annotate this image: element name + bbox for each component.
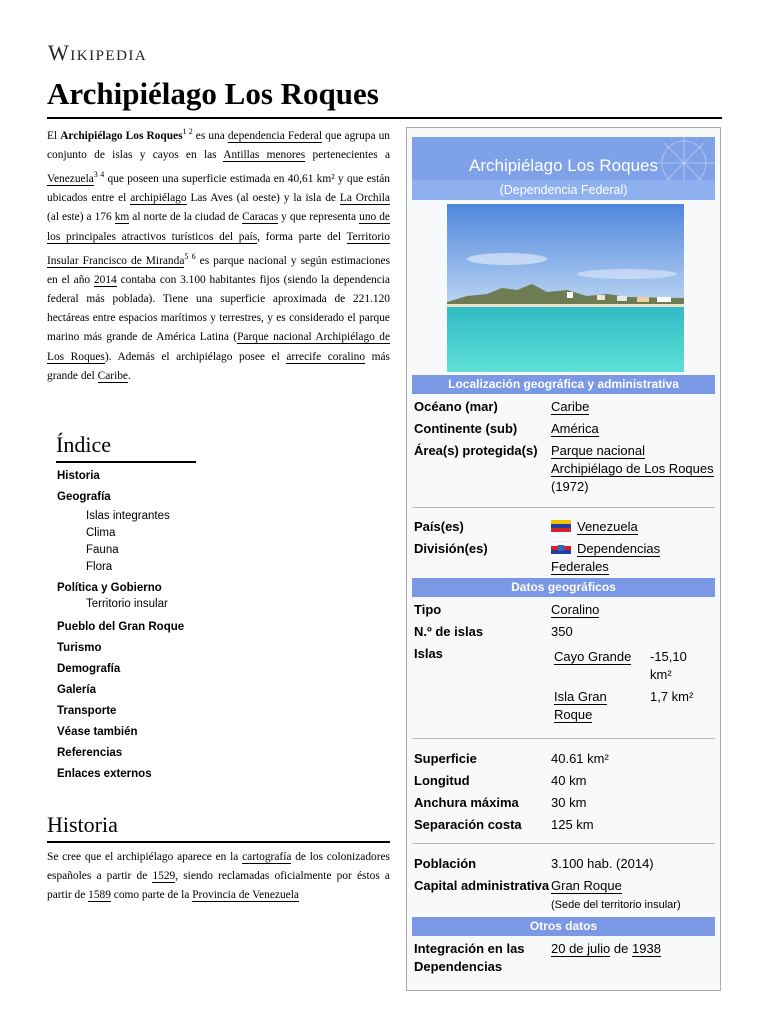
link-km[interactable]: km bbox=[114, 211, 130, 224]
link-cartografia[interactable]: cartografía bbox=[242, 851, 292, 863]
link-dependencias-federales[interactable]: Dependencias Federales bbox=[551, 541, 661, 574]
link-caribe-infobox[interactable]: Caribe bbox=[551, 399, 590, 414]
intro-paragraph bbox=[47, 122, 390, 386]
intro-text: El bbox=[47, 129, 58, 142]
row-label: Capital administrativa bbox=[414, 878, 550, 893]
intro-text: , forma parte del bbox=[257, 230, 341, 243]
infobox-divider bbox=[412, 843, 715, 844]
section-divider bbox=[47, 841, 390, 843]
toc-item-galeria[interactable]: Galería bbox=[57, 684, 96, 696]
infobox-title: Archipiélago Los Roques bbox=[468, 156, 658, 175]
historia-text: de los colonizadores españoles a partir de bbox=[47, 851, 390, 883]
toc-item-historia[interactable]: Historia bbox=[57, 470, 100, 482]
link-caracas[interactable]: Caracas bbox=[242, 211, 279, 224]
row-label: Anchura máxima bbox=[414, 795, 519, 810]
link-arrecife-coralino[interactable]: arrecife coralino bbox=[286, 350, 366, 363]
link-cayo-grande[interactable]: Cayo Grande bbox=[554, 649, 632, 664]
section-bar-localizacion: Localización geográfica y administrativa bbox=[412, 375, 715, 394]
island-area: -15,10 km² bbox=[650, 649, 687, 682]
toc-item-referencias[interactable]: Referencias bbox=[57, 747, 123, 759]
toc-divider bbox=[56, 461, 196, 463]
intro-text: al norte de la ciudad de bbox=[132, 211, 240, 224]
link-parque-nacional[interactable]: Parque nacional Archipiélago de Los Roques bbox=[47, 331, 390, 363]
toc-item-islas-integrantes[interactable]: Islas integrantes bbox=[86, 510, 170, 522]
ref-sup[interactable]: 3 4 bbox=[93, 170, 105, 180]
capital-note: (Sede del territorio insular) bbox=[551, 899, 681, 911]
row-label: Océano (mar) bbox=[414, 399, 498, 414]
row-value: 3.100 hab. (2014) bbox=[551, 856, 654, 871]
row-label: Población bbox=[414, 856, 477, 871]
link-venezuela[interactable]: Venezuela bbox=[47, 173, 94, 185]
toc-item-clima[interactable]: Clima bbox=[86, 527, 116, 539]
ref-sup[interactable]: 1 2 bbox=[182, 127, 193, 136]
intro-text: es una bbox=[195, 129, 225, 142]
link-archipielago[interactable]: archipiélago bbox=[130, 192, 187, 205]
infobox bbox=[406, 127, 721, 991]
link-venezuela-infobox[interactable]: Venezuela bbox=[577, 519, 638, 534]
infobox-divider bbox=[412, 738, 715, 739]
intro-text: que agrupa un conjunto de islas y cayos en las bbox=[47, 129, 390, 161]
intro-bold-title: Archipiélago Los Roques bbox=[60, 129, 183, 142]
table-of-contents bbox=[57, 466, 357, 785]
link-1589[interactable]: 1589 bbox=[88, 889, 111, 902]
section-heading-historia: Historia bbox=[47, 812, 118, 837]
title-divider bbox=[47, 117, 722, 119]
toc-item-fauna[interactable]: Fauna bbox=[86, 544, 119, 556]
toc-item-politica[interactable]: Política y Gobierno bbox=[57, 582, 162, 594]
historia-paragraph bbox=[47, 848, 390, 906]
area-year: (1972) bbox=[551, 479, 589, 494]
row-label: N.º de islas bbox=[414, 624, 484, 639]
row-label: Superficie bbox=[414, 751, 477, 766]
row-value: 350 bbox=[551, 624, 573, 639]
intro-text: pertenecientes a bbox=[312, 149, 390, 161]
section-bar-datos-geograficos: Datos geográficos bbox=[412, 578, 715, 597]
toc-item-vease[interactable]: Véase también bbox=[57, 726, 138, 738]
link-isla-gran-roque[interactable]: Isla Gran Roque bbox=[554, 689, 607, 722]
toc-item-territorio-insular[interactable]: Territorio insular bbox=[86, 598, 168, 610]
row-value: 40 km bbox=[551, 773, 587, 788]
page-title: Archipiélago Los Roques bbox=[47, 76, 379, 111]
row-value: 125 km bbox=[551, 817, 594, 832]
link-territorio-insular[interactable]: Territorio Insular Francisco de Miranda bbox=[47, 230, 390, 267]
section-bar-otros-datos: Otros datos bbox=[412, 917, 715, 936]
toc-item-geografia[interactable]: Geografía bbox=[57, 491, 111, 503]
intro-text: (al este) a 176 bbox=[47, 211, 112, 224]
historia-text: , siendo reclamadas oficialmente por éstos a partir de bbox=[47, 870, 390, 902]
intro-text: que poseen una superficie estimada en 40,61 km² y que están ubicados entre el bbox=[47, 173, 390, 205]
link-dependencia-federal[interactable]: dependencia Federal bbox=[227, 129, 322, 142]
row-value: 30 km bbox=[551, 795, 587, 810]
row-value: 40.61 km² bbox=[551, 751, 609, 766]
link-atractivos-turisticos[interactable]: uno de los principales atractivos turísticos del país bbox=[47, 211, 390, 243]
intro-text: Las Aves (al oeste) y la isla de bbox=[190, 192, 336, 205]
wikipedia-wordmark[interactable]: Wikipedia bbox=[48, 40, 148, 65]
row-label: Islas bbox=[414, 646, 443, 661]
link-2014[interactable]: 2014 bbox=[93, 273, 117, 286]
intro-text: y que representa bbox=[281, 211, 357, 224]
link-parque-nacional-infobox[interactable]: Parque nacional Archipiélago de Los Roques bbox=[551, 443, 714, 476]
venezuela-flag-icon bbox=[551, 520, 571, 532]
island-area: 1,7 km² bbox=[650, 689, 694, 704]
archipelago-photo[interactable] bbox=[447, 204, 684, 372]
infobox-divider bbox=[412, 507, 715, 508]
link-america[interactable]: América bbox=[551, 421, 599, 436]
intro-text: más grande del bbox=[47, 350, 390, 382]
link-20-de-julio[interactable]: 20 de julio bbox=[551, 941, 611, 956]
link-caribe[interactable]: Caribe bbox=[97, 369, 128, 382]
link-gran-roque[interactable]: Gran Roque bbox=[551, 878, 622, 893]
row-label: Longitud bbox=[414, 773, 470, 788]
row-label: Área(s) protegida(s) bbox=[414, 443, 538, 458]
link-provincia-venezuela[interactable]: Provincia de Venezuela bbox=[192, 889, 299, 902]
toc-heading: Índice bbox=[56, 432, 111, 457]
toc-item-enlaces[interactable]: Enlaces externos bbox=[57, 768, 152, 780]
row-label: Tipo bbox=[414, 602, 442, 617]
toc-item-demografia[interactable]: Demografía bbox=[57, 663, 121, 675]
row-label: País(es) bbox=[414, 519, 464, 534]
link-1938[interactable]: 1938 bbox=[632, 941, 661, 956]
historia-text: Se cree que el archipiélago aparece en la bbox=[47, 851, 239, 863]
link-coralino[interactable]: Coralino bbox=[551, 602, 600, 617]
intro-text: es parque nacional y según estimaciones en el año bbox=[47, 254, 391, 286]
toc-item-pueblo[interactable]: Pueblo del Gran Roque bbox=[57, 621, 185, 633]
ref-sup[interactable]: 5 6 bbox=[184, 251, 196, 261]
infobox-subtitle: (Dependencia Federal) bbox=[412, 180, 715, 200]
dependencias-flag-icon bbox=[551, 542, 571, 554]
photo-illustration bbox=[447, 204, 684, 372]
toc-item-turismo[interactable]: Turismo bbox=[57, 642, 102, 654]
intro-text: contaba con 3.100 habitantes fijos (siendo la dependencia federal más poblada). Tiene una superficie aproximada de 221.120 hectáreas entre espacios marítimos y terrestres, y es considerado el parque marino más grande de América Latina ( bbox=[47, 273, 390, 344]
connector-text: de bbox=[613, 941, 629, 956]
row-label: División(es) bbox=[414, 541, 488, 556]
row-label: Continente (sub) bbox=[414, 421, 518, 436]
link-1529[interactable]: 1529 bbox=[152, 870, 176, 883]
intro-text: . bbox=[128, 369, 131, 382]
row-label: Separación costa bbox=[414, 817, 522, 832]
row-label: Integración en las Dependencias bbox=[414, 941, 525, 974]
link-antillas-menores[interactable]: Antillas menores bbox=[223, 149, 306, 161]
link-la-orchila[interactable]: La Orchila bbox=[339, 192, 390, 205]
intro-text: ). Además el archipiélago posee el bbox=[104, 350, 280, 363]
toc-item-transporte[interactable]: Transporte bbox=[57, 705, 117, 717]
historia-text: como parte de la bbox=[113, 889, 190, 902]
toc-item-flora[interactable]: Flora bbox=[86, 561, 113, 573]
